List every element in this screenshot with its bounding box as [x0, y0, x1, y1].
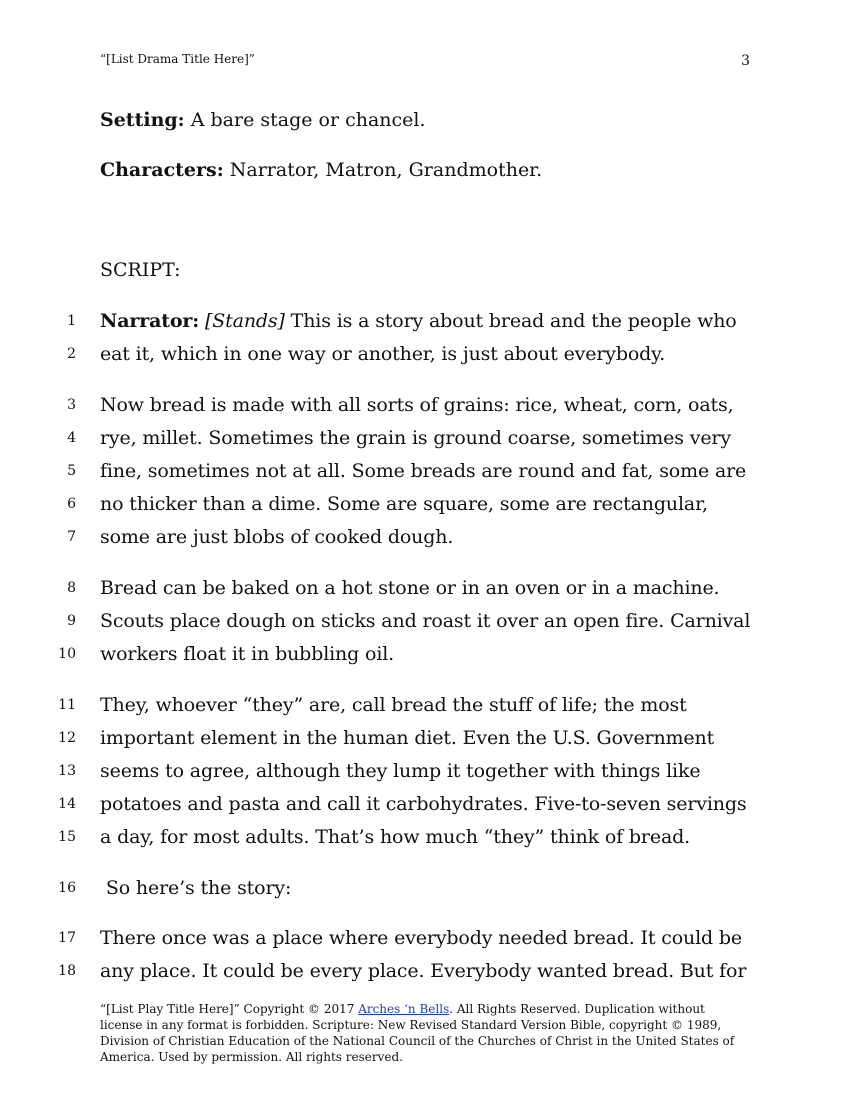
- script-line: There once was a place where everybody needed bread. It could be: [100, 927, 743, 949]
- script-line: important element in the human diet. Even the U.S. Government: [100, 727, 715, 749]
- script-line: Now bread is made with all sorts of grains: rice, wheat, corn, oats,: [100, 394, 734, 416]
- line-number: 14: [58, 796, 76, 812]
- page-number: 3: [741, 53, 750, 69]
- line-number: 6: [67, 496, 76, 512]
- footer-text-start: “[List Play Title Here]” Copyright © 2017: [100, 1002, 359, 1016]
- script-line: seems to agree, although they lump it together with things like: [100, 760, 701, 782]
- line-number: 10: [58, 646, 76, 662]
- characters-label: Characters:: [100, 159, 224, 181]
- line-text: This is a story about bread and the people who: [284, 310, 737, 332]
- line-number: 11: [58, 697, 76, 713]
- line-number: 9: [67, 613, 76, 629]
- line-number: 15: [58, 829, 76, 845]
- setting-label: Setting:: [100, 109, 185, 131]
- script-line: a day, for most adults. That’s how much “they” think of bread.: [100, 826, 691, 848]
- script-line: no thicker than a dime. Some are square, some are rectangular,: [100, 493, 708, 515]
- script-line: some are just blobs of cooked dough.: [100, 526, 454, 548]
- line-number: 18: [58, 963, 76, 979]
- script-line: Scouts place dough on sticks and roast it over an open fire. Carnival: [100, 610, 751, 632]
- script-line: rye, millet. Sometimes the grain is ground coarse, sometimes very: [100, 427, 731, 449]
- line-number: 16: [58, 880, 76, 896]
- footer-text-end: . All Rights Reserved. Duplication without license in any format is forbidden. Scripture: New Revised Standard Version Bible, copyright © 1989, Division of Christian Education of the National Council of the Churches of Christ in the United States of America. Used by permission. All rights reserved.: [100, 1002, 735, 1064]
- publisher-link[interactable]: Arches ‘n Bells: [358, 1002, 450, 1016]
- script-line: fine, sometimes not at all. Some breads are round and fat, some are: [100, 460, 747, 482]
- stage-direction: [Stands]: [205, 310, 285, 332]
- script-line: [100, 309, 737, 333]
- line-number: 13: [58, 763, 76, 779]
- line-number: 5: [67, 463, 76, 479]
- script-line: workers float it in bubbling oil.: [100, 643, 395, 665]
- characters-line: [100, 158, 542, 182]
- setting-text: A bare stage or chancel.: [184, 109, 426, 131]
- line-number: 7: [67, 529, 76, 545]
- script-line: They, whoever “they” are, call bread the stuff of life; the most: [100, 694, 687, 716]
- script-line: Bread can be baked on a hot stone or in an oven or in a machine.: [100, 577, 720, 599]
- script-line: any place. It could be every place. Everybody wanted bread. But for: [100, 960, 747, 982]
- script-line: potatoes and pasta and call it carbohydrates. Five-to-seven servings: [100, 793, 747, 815]
- line-number: 8: [67, 580, 76, 596]
- line-number: 12: [58, 730, 76, 746]
- script-heading: SCRIPT:: [100, 259, 181, 281]
- speaker-name: Narrator:: [100, 310, 200, 332]
- line-number: 2: [67, 346, 76, 362]
- line-number: 17: [58, 930, 76, 946]
- script-line: eat it, which in one way or another, is just about everybody.: [100, 343, 666, 365]
- header-title: “[List Drama Title Here]”: [100, 52, 255, 66]
- setting-line: [100, 108, 426, 132]
- line-number: 3: [67, 397, 76, 413]
- characters-text: Narrator, Matron, Grandmother.: [223, 159, 543, 181]
- script-line: So here’s the story:: [100, 877, 292, 899]
- line-number: 1: [67, 313, 76, 329]
- copyright-footer: [100, 1001, 750, 1065]
- line-number: 4: [67, 430, 76, 446]
